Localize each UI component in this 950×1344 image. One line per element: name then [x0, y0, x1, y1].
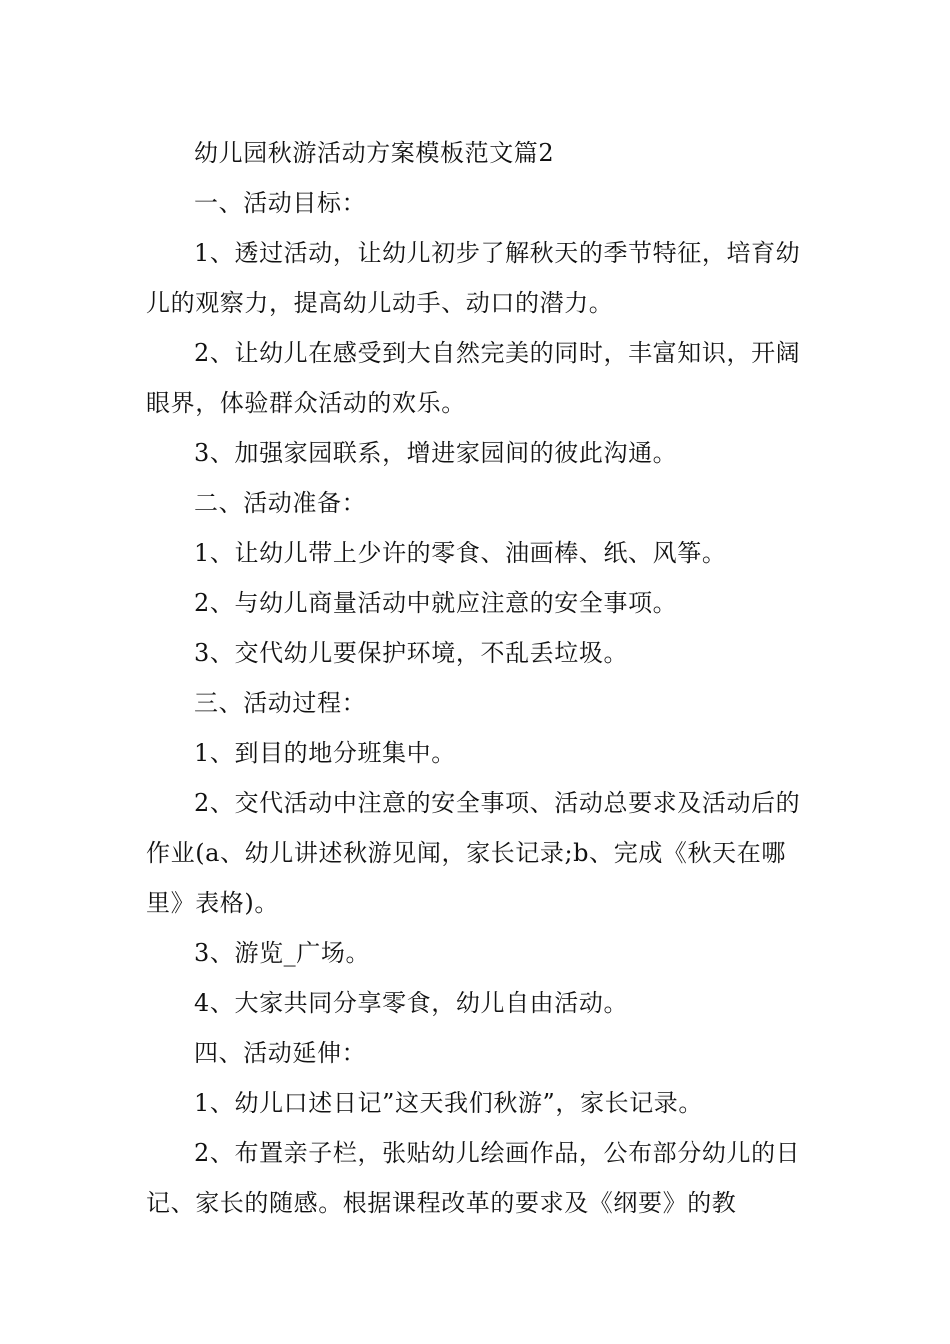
paragraph: 2、与幼儿商量活动中就应注意的安全事项。	[194, 589, 678, 617]
paragraph: 1、让幼儿带上少许的零食、油画棒、纸、风筝。	[194, 539, 727, 567]
paragraph: 1、到目的地分班集中。	[194, 739, 456, 767]
paragraph: 1、透过活动，让幼儿初步了解秋天的季节特征，培育幼儿的观察力，提高幼儿动手、动口的潜力。	[146, 239, 801, 317]
paragraph: 2、交代活动中注意的安全事项、活动总要求及活动后的作业(a、幼儿讲述秋游见闻，家长记录;b、完成《秋天在哪里》表格)。	[146, 789, 801, 917]
paragraph: 2、让幼儿在感受到大自然完美的同时，丰富知识，开阔眼界，体验群众活动的欢乐。	[146, 339, 801, 417]
paragraph: 2、布置亲子栏，张贴幼儿绘画作品，公布部分幼儿的日记、家长的随感。根据课程改革的要求及《纲要》的教	[146, 1139, 801, 1217]
paragraph: 3、交代幼儿要保护环境，不乱丢垃圾。	[194, 639, 629, 667]
paragraph: 1、幼儿口述日记”这天我们秋游”，家长记录。	[194, 1089, 704, 1117]
paragraph: 3、加强家园联系，增进家园间的彼此沟通。	[194, 439, 678, 467]
section-heading-goals: 一、活动目标：	[194, 189, 367, 217]
section-heading-extension: 四、活动延伸：	[194, 1039, 367, 1067]
document-title: 幼儿园秋游活动方案模板范文篇2	[194, 139, 555, 167]
paragraph: 4、大家共同分享零食，幼儿自由活动。	[194, 989, 629, 1017]
document-body	[146, 128, 810, 1228]
paragraph: 3、游览_广场。	[194, 939, 371, 967]
section-heading-preparation: 二、活动准备：	[194, 489, 367, 517]
section-heading-process: 三、活动过程：	[194, 689, 367, 717]
